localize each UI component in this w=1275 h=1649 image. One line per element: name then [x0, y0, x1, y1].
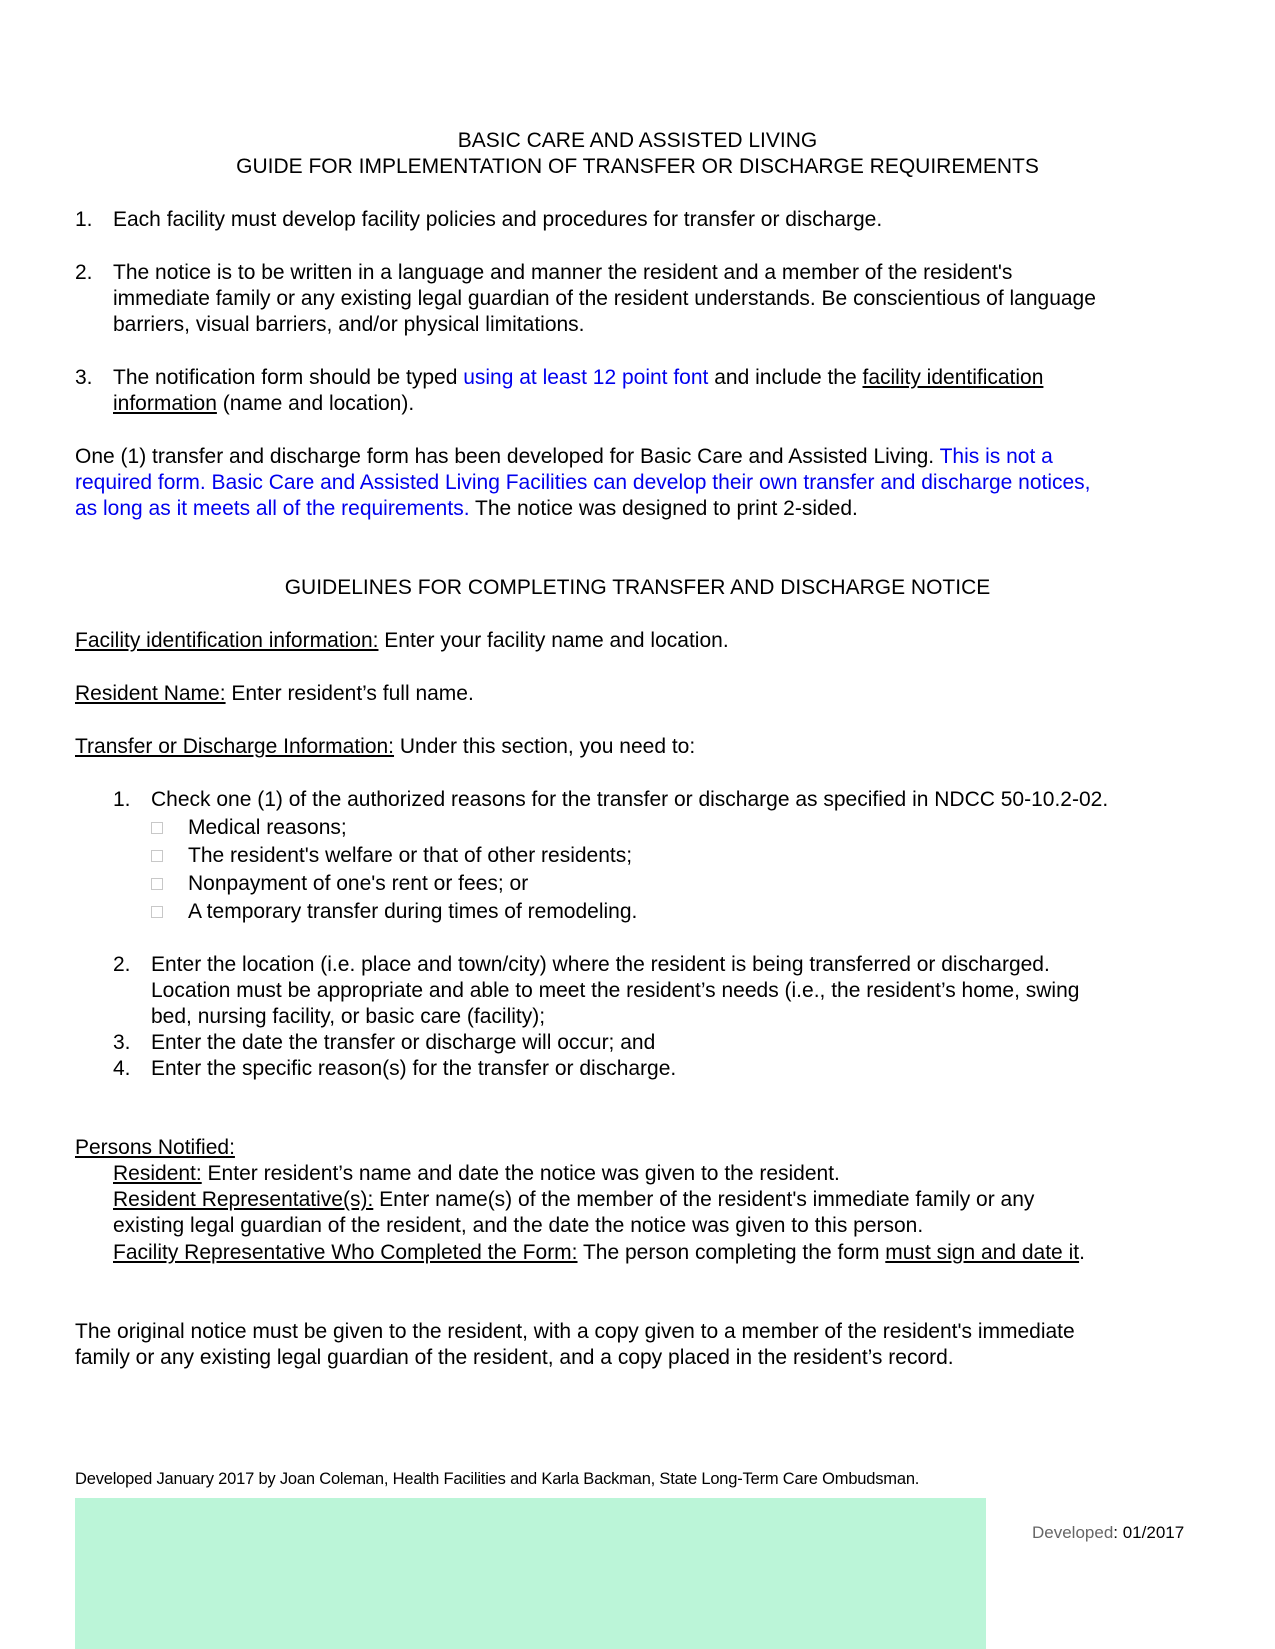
- intro-line1: [75, 444, 1053, 470]
- persons-facility-text-c: .: [1079, 1241, 1085, 1264]
- closing-line2: family or any existing legal guardian of the resident, and a copy placed in the resident’s record.: [75, 1346, 954, 1369]
- reason-medical: Medical reasons;: [188, 816, 347, 839]
- reason-checkbox-remodeling[interactable]: [151, 906, 163, 918]
- requirement-3-text-e: (name and location).: [216, 392, 415, 415]
- persons-facility-row: [113, 1240, 1085, 1266]
- transfer-info-row: [75, 734, 695, 760]
- step-1-text: Check one (1) of the authorized reasons for the transfer or discharge as specified in NDCC 50-10.2-02.: [151, 788, 1109, 811]
- facility-id-term-cont: information: [113, 392, 217, 415]
- transfer-info-label: Transfer or Discharge Information:: [75, 735, 395, 758]
- facility-id-label: Facility identification information:: [75, 629, 379, 652]
- requirement-2-line1: The notice is to be written in a language and manner the resident and a member of the resident's: [113, 261, 1013, 284]
- development-credit: Developed January 2017 by Joan Coleman, Health Facilities and Karla Backman, State Long-Term Care Ombudsman.: [75, 1470, 920, 1488]
- intro-line3: [75, 496, 858, 522]
- doc-title-line1: BASIC CARE AND ASSISTED LIVING: [457, 129, 818, 152]
- requirement-2-number: 2.: [75, 261, 93, 284]
- intro-note-c: as long as it meets all of the requirements.: [75, 497, 470, 520]
- facility-id-row: [75, 628, 729, 654]
- step-2-line2: Location must be appropriate and able to meet the resident’s needs (i.e., the resident’s home, swing: [151, 979, 1080, 1002]
- persons-rep-label: Resident Representative(s):: [113, 1188, 374, 1211]
- step-2-line3: bed, nursing facility, or basic care (facility);: [151, 1005, 546, 1028]
- resident-name-text: Enter resident’s full name.: [225, 682, 474, 705]
- developed-date-stamp: [1032, 1523, 1184, 1543]
- step-3-number: 3.: [113, 1031, 131, 1054]
- reason-checkbox-medical[interactable]: [151, 822, 163, 834]
- developed-value: : 01/2017: [1113, 1523, 1185, 1542]
- resident-name-label: Resident Name:: [75, 682, 226, 705]
- developed-label: Developed: [1032, 1523, 1114, 1542]
- requirement-3-text-c: and include the: [708, 366, 863, 389]
- step-4-text: Enter the specific reason(s) for the transfer or discharge.: [151, 1057, 677, 1080]
- transfer-info-text: Under this section, you need to:: [394, 735, 696, 758]
- persons-resident-label: Resident:: [113, 1162, 202, 1185]
- requirement-2-line3: barriers, visual barriers, and/or physical limitations.: [113, 313, 585, 336]
- step-2-number: 2.: [113, 953, 131, 976]
- font-size-note: using at least 12 point font: [463, 366, 709, 389]
- intro-text-d: The notice was designed to print 2-sided.: [469, 497, 858, 520]
- intro-line2: required form. Basic Care and Assisted Living Facilities can develop their own transfer and discharge notices,: [75, 471, 1091, 494]
- reason-welfare: The resident's welfare or that of other residents;: [188, 844, 633, 867]
- facility-id-term: facility identification: [862, 366, 1044, 389]
- requirement-1-text: Each facility must develop facility policies and procedures for transfer or discharge.: [113, 208, 883, 231]
- facility-id-text: Enter your facility name and location.: [378, 629, 729, 652]
- step-1-number: 1.: [113, 788, 131, 811]
- persons-rep-text-2: existing legal guardian of the resident, and the date the notice was given to this person.: [113, 1214, 924, 1237]
- reason-nonpayment: Nonpayment of one's rent or fees; or: [188, 872, 529, 895]
- reason-checkbox-nonpayment[interactable]: [151, 878, 163, 890]
- intro-note-a: This is not a: [939, 445, 1053, 468]
- requirement-2-line2: immediate family or any existing legal guardian of the resident understands. Be conscientious of language: [113, 287, 1096, 310]
- persons-resident-row: [113, 1161, 840, 1187]
- closing-line1: The original notice must be given to the resident, with a copy given to a member of the resident's immediate: [75, 1320, 1075, 1343]
- persons-facility-sign-note: must sign and date it: [885, 1241, 1080, 1264]
- step-4-number: 4.: [113, 1057, 131, 1080]
- doc-title-line2: GUIDE FOR IMPLEMENTATION OF TRANSFER OR DISCHARGE REQUIREMENTS: [236, 155, 1039, 178]
- intro-text-a: One (1) transfer and discharge form has been developed for Basic Care and Assisted Living.: [75, 445, 940, 468]
- requirement-3-line2: [113, 391, 414, 417]
- persons-resident-text: Enter resident’s name and date the notice was given to the resident.: [201, 1162, 840, 1185]
- step-2-line1: Enter the location (i.e. place and town/city) where the resident is being transferred or discharged.: [151, 953, 1050, 976]
- reason-checkbox-welfare[interactable]: [151, 850, 163, 862]
- reason-remodeling: A temporary transfer during times of remodeling.: [188, 900, 638, 923]
- green-color-block: [75, 1498, 986, 1649]
- requirement-1-number: 1.: [75, 208, 93, 231]
- requirement-3-line1: [113, 365, 1043, 391]
- persons-rep-row: [113, 1187, 1034, 1213]
- persons-rep-text-1: Enter name(s) of the member of the resident's immediate family or any: [373, 1188, 1035, 1211]
- persons-facility-label: Facility Representative Who Completed the Form:: [113, 1241, 578, 1264]
- resident-name-row: [75, 681, 474, 707]
- requirement-3-number: 3.: [75, 366, 93, 389]
- persons-notified-label: Persons Notified:: [75, 1136, 235, 1159]
- requirement-3-text-a: The notification form should be typed: [113, 366, 464, 389]
- guidelines-heading: GUIDELINES FOR COMPLETING TRANSFER AND DISCHARGE NOTICE: [284, 576, 991, 599]
- step-3-text: Enter the date the transfer or discharge will occur; and: [151, 1031, 656, 1054]
- persons-facility-text-a: The person completing the form: [577, 1241, 886, 1264]
